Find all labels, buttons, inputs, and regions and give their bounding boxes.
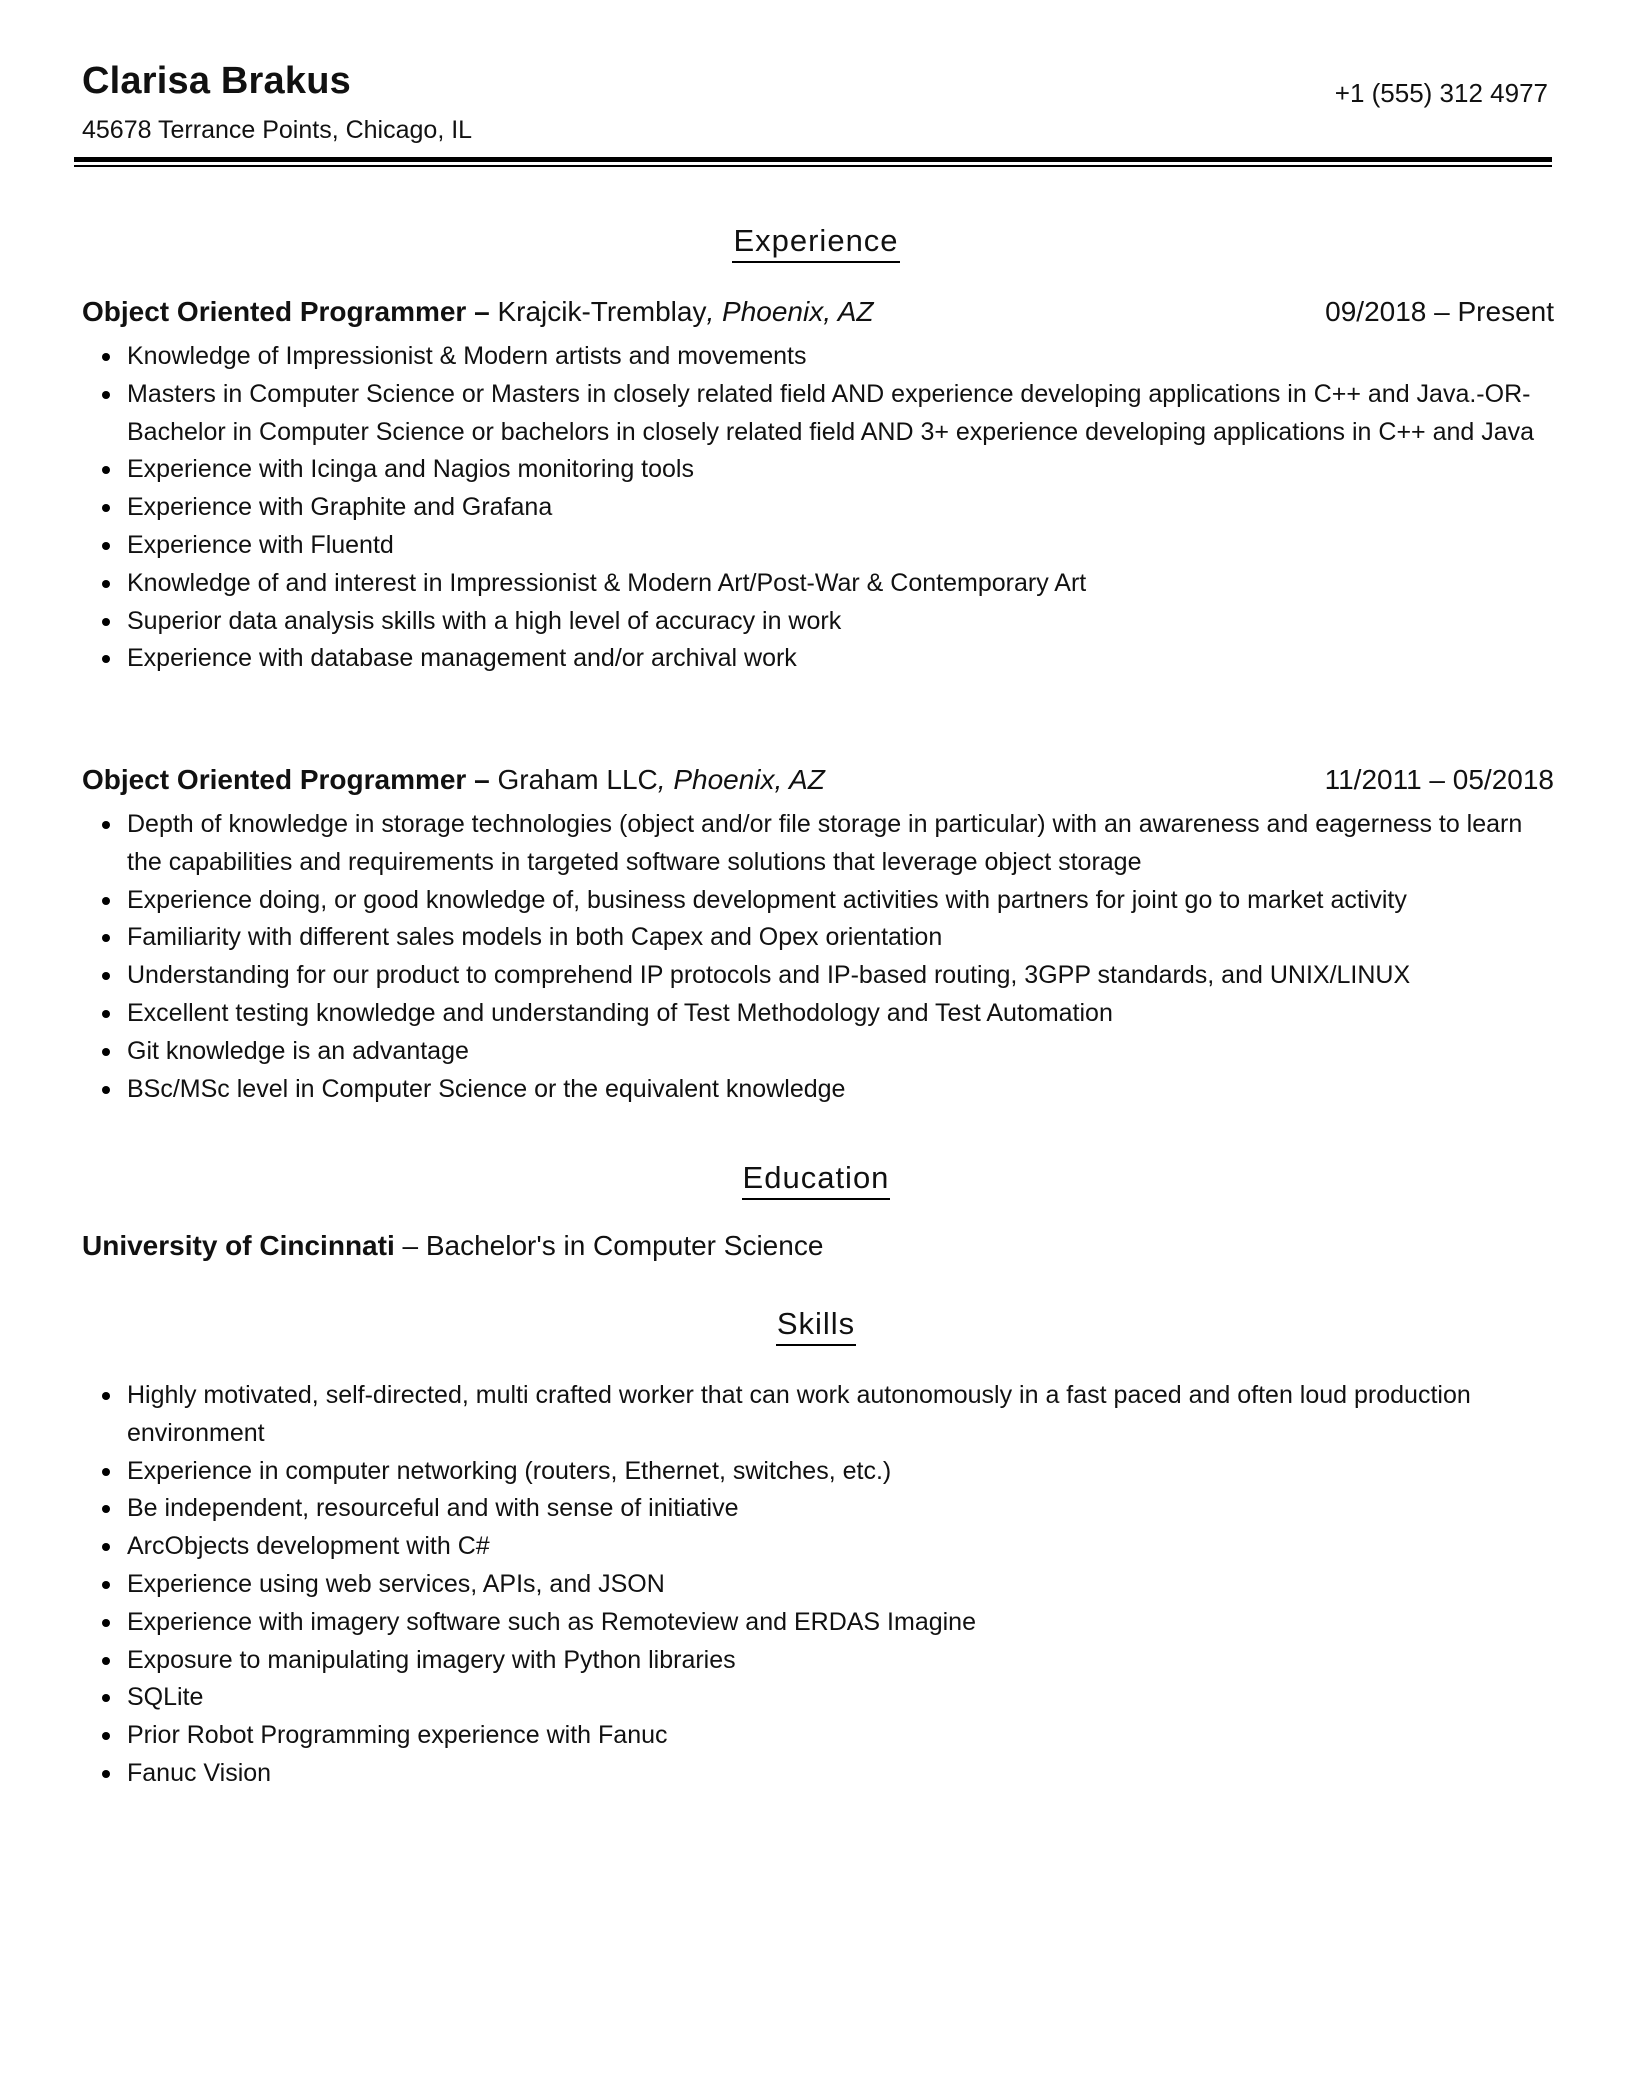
list-item: Understanding for our product to comprehend IP protocols and IP-based routing, 3GPP standards, and UNIX/LINUX bbox=[82, 957, 1552, 995]
job-company: Graham LLC bbox=[489, 764, 658, 795]
job-dates: 11/2011 – 05/2018 bbox=[1324, 764, 1554, 795]
list-item: Experience using web services, APIs, and JSON bbox=[82, 1566, 1552, 1604]
list-item: Highly motivated, self-directed, multi crafted worker that can work autonomously in a fast paced and often loud production environment bbox=[82, 1377, 1552, 1453]
list-item: Knowledge of Impressionist & Modern artists and movements bbox=[82, 338, 1552, 376]
candidate-address: 45678 Terrance Points, Chicago, IL bbox=[82, 116, 473, 144]
header-divider-thick bbox=[74, 157, 1552, 162]
education-heading-text: Education bbox=[742, 1161, 891, 1200]
experience-heading bbox=[0, 223, 1632, 263]
list-item: Exposure to manipulating imagery with Python libraries bbox=[82, 1642, 1552, 1680]
list-item: Excellent testing knowledge and understanding of Test Methodology and Test Automation bbox=[82, 995, 1552, 1033]
job-dates: 09/2018 – Present bbox=[1325, 296, 1554, 327]
job-header-2 bbox=[82, 763, 1552, 797]
list-item: Fanuc Vision bbox=[82, 1755, 1552, 1793]
list-item: Depth of knowledge in storage technologies (object and/or file storage in particular) with an awareness and eagerness to learn the capabilities and requirements in targeted software solutions that leverage object storage bbox=[82, 806, 1552, 882]
job-bullets-2 bbox=[82, 806, 1552, 1108]
job-title: Object Oriented Programmer – bbox=[82, 764, 490, 795]
list-item: Experience with Icinga and Nagios monitoring tools bbox=[82, 451, 1552, 489]
list-item: Familiarity with different sales models in both Capex and Opex orientation bbox=[82, 919, 1552, 957]
education-heading bbox=[0, 1160, 1632, 1200]
list-item: SQLite bbox=[82, 1679, 1552, 1717]
list-item: Prior Robot Programming experience with Fanuc bbox=[82, 1717, 1552, 1755]
candidate-phone: +1 (555) 312 4977 bbox=[1334, 78, 1548, 108]
job-title: Object Oriented Programmer – bbox=[82, 296, 490, 327]
job-company: Krajcik-Tremblay bbox=[489, 296, 707, 327]
list-item: BSc/MSc level in Computer Science or the equivalent knowledge bbox=[82, 1071, 1552, 1109]
education-school: University of Cincinnati bbox=[82, 1230, 395, 1261]
list-item: Knowledge of and interest in Impressionist & Modern Art/Post-War & Contemporary Art bbox=[82, 565, 1552, 603]
list-item: Experience with database management and/or archival work bbox=[82, 640, 1552, 678]
job-location: , Phoenix, AZ bbox=[706, 296, 874, 327]
job-location: , Phoenix, AZ bbox=[657, 764, 825, 795]
list-item: Experience doing, or good knowledge of, business development activities with partners for joint go to market activity bbox=[82, 882, 1552, 920]
list-item: ArcObjects development with C# bbox=[82, 1528, 1552, 1566]
skills-heading bbox=[0, 1306, 1632, 1346]
job-header-1 bbox=[82, 295, 1552, 329]
experience-heading-text: Experience bbox=[732, 224, 899, 263]
education-degree: – Bachelor's in Computer Science bbox=[394, 1230, 824, 1261]
list-item: Experience in computer networking (routers, Ethernet, switches, etc.) bbox=[82, 1453, 1552, 1491]
list-item: Superior data analysis skills with a high level of accuracy in work bbox=[82, 603, 1552, 641]
skills-heading-text: Skills bbox=[776, 1307, 856, 1346]
job-bullets-1 bbox=[82, 338, 1552, 678]
list-item: Experience with Graphite and Grafana bbox=[82, 489, 1552, 527]
list-item: Experience with Fluentd bbox=[82, 527, 1552, 565]
skills-list bbox=[82, 1377, 1552, 1793]
education-entry bbox=[82, 1230, 823, 1262]
list-item: Masters in Computer Science or Masters in closely related field AND experience developing applications in C++ and Java.-OR- Bachelor in Computer Science or bachelors in closely related field AND 3+ experience developing applications in C++ and Java bbox=[82, 376, 1552, 452]
header-divider-thin bbox=[74, 165, 1552, 167]
candidate-name: Clarisa Brakus bbox=[82, 60, 351, 102]
list-item: Git knowledge is an advantage bbox=[82, 1033, 1552, 1071]
list-item: Experience with imagery software such as Remoteview and ERDAS Imagine bbox=[82, 1604, 1552, 1642]
list-item: Be independent, resourceful and with sense of initiative bbox=[82, 1490, 1552, 1528]
